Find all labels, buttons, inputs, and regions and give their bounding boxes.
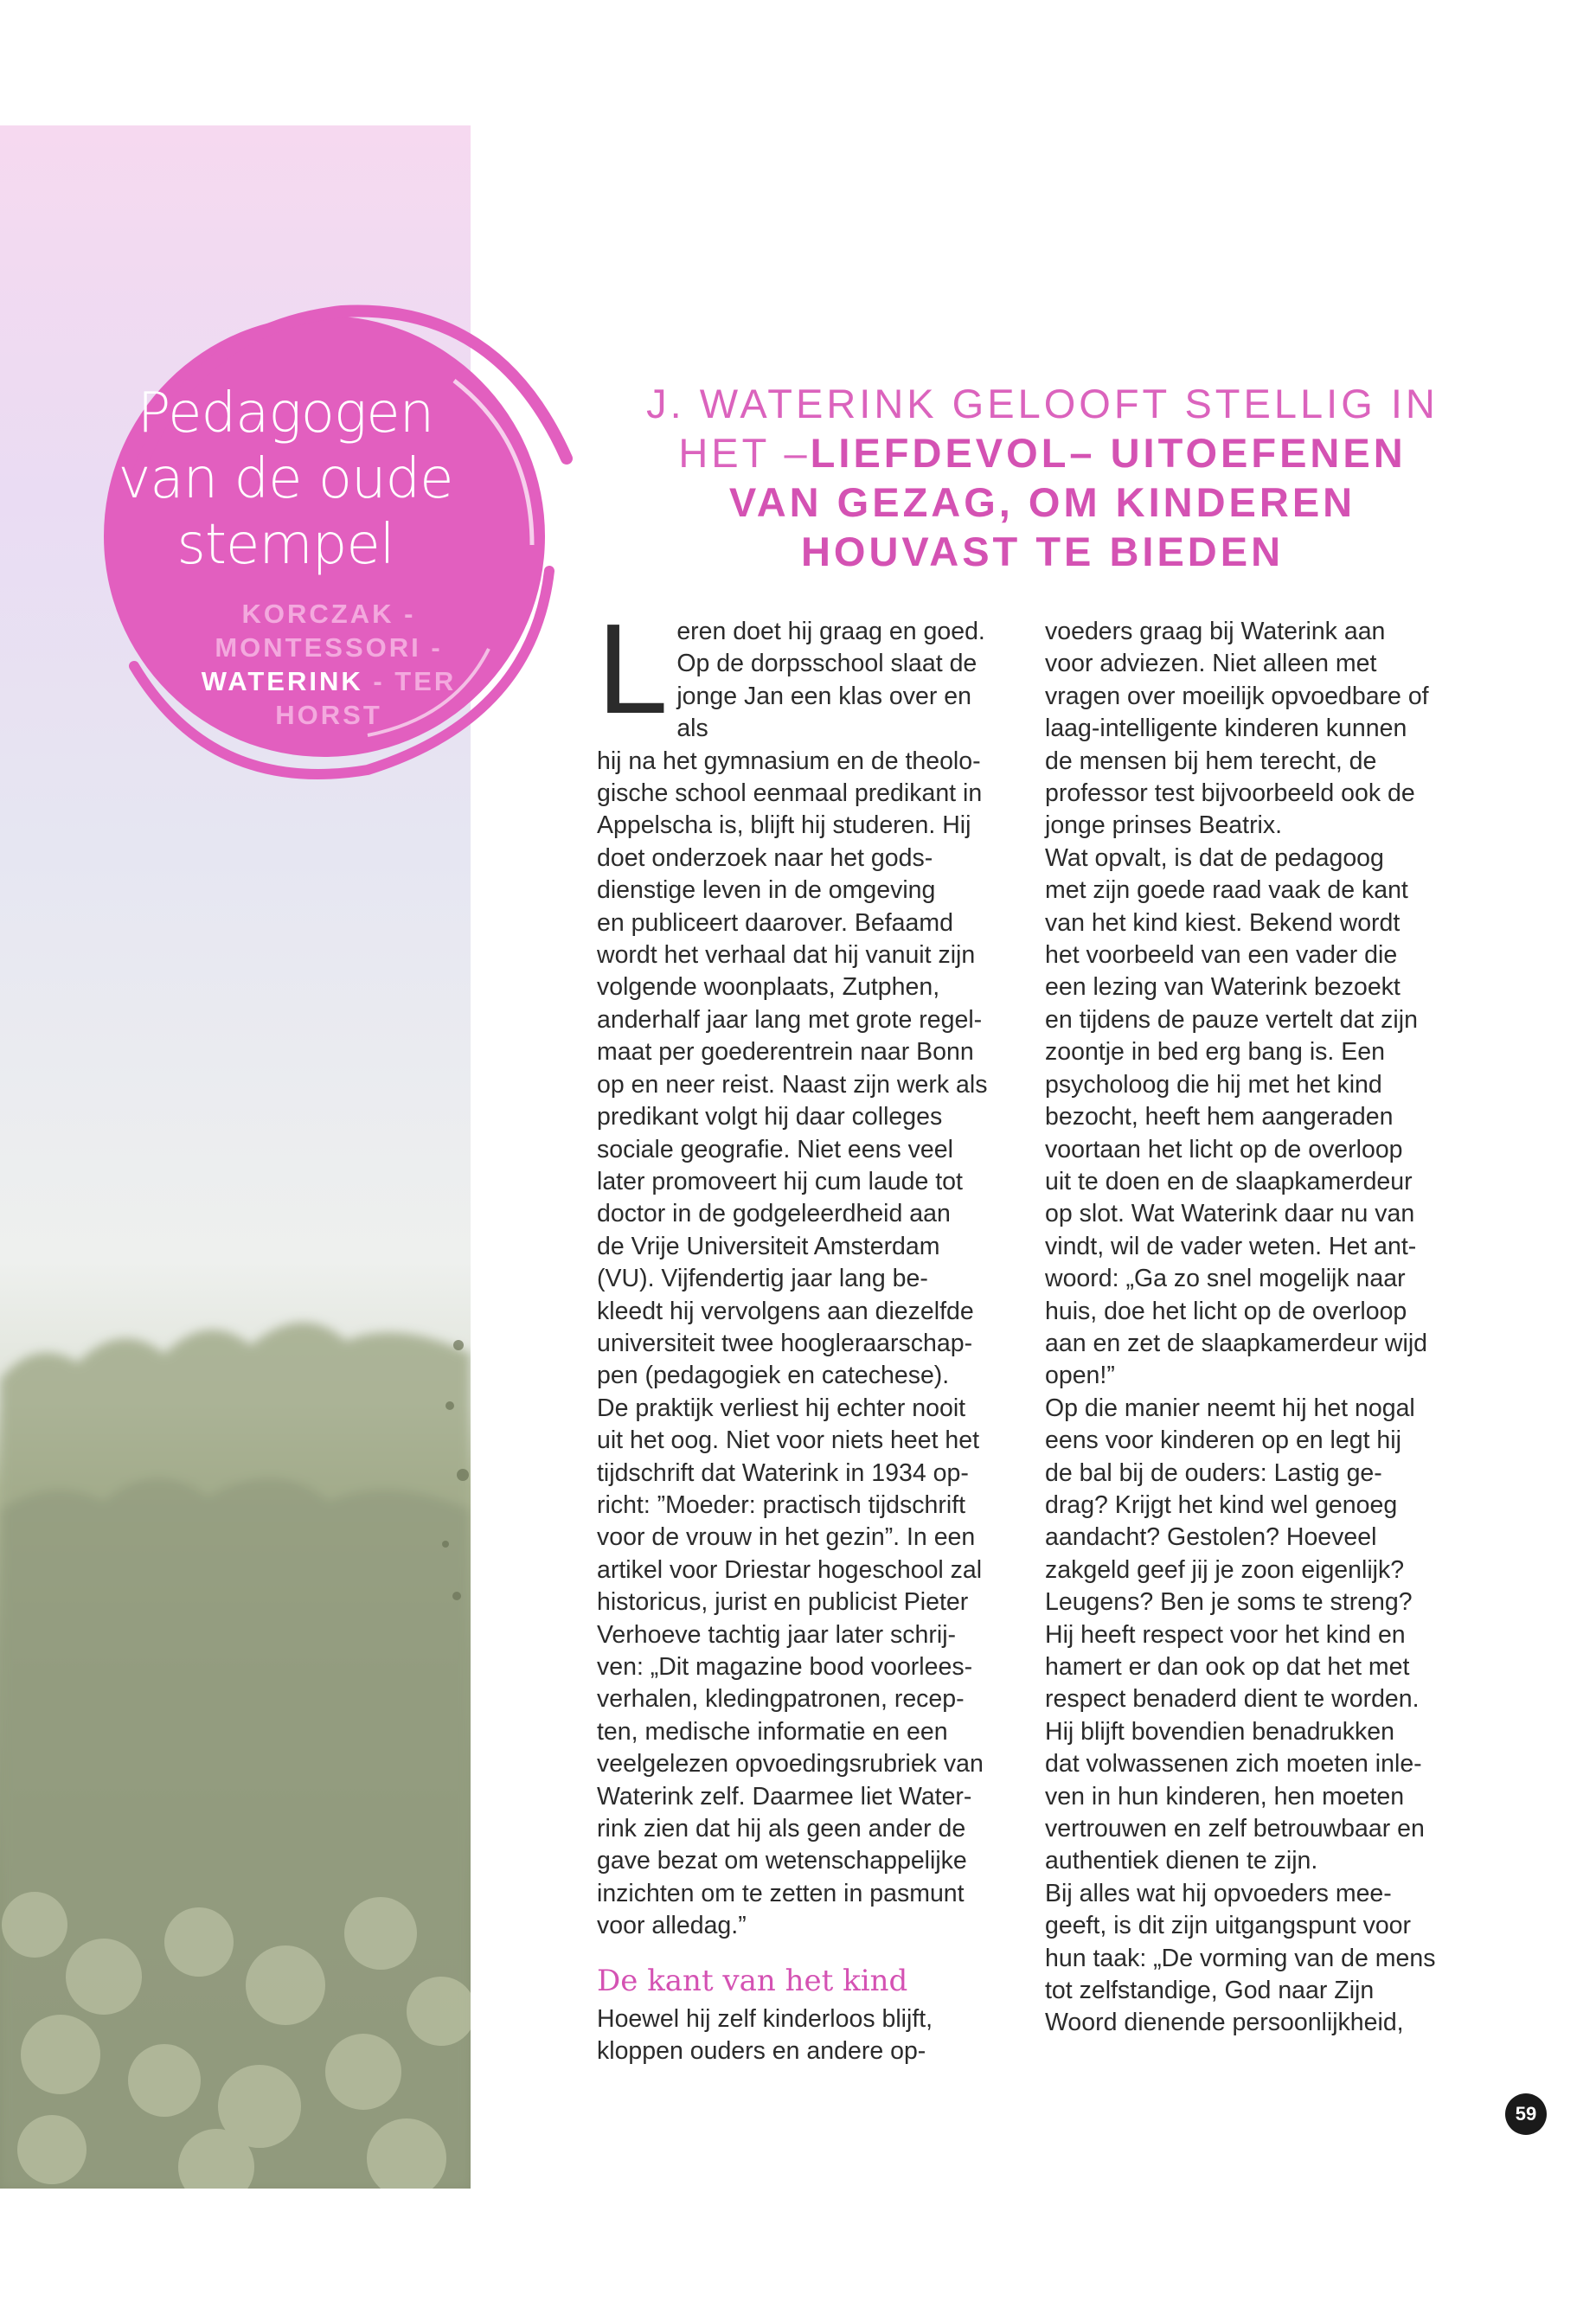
series-line — [164, 664, 493, 698]
headline-light: HET – — [678, 430, 811, 476]
section-title-line: Pedagogen — [137, 381, 434, 445]
headline-line — [610, 428, 1475, 478]
series-tail: - TER — [362, 666, 457, 696]
article-paragraph: Hoewel hij zelf kinderloos blijft, kloppen ouders en andere op- — [597, 2004, 933, 2066]
article-subheading: De kant van het kind — [597, 1963, 908, 1998]
article-column-right — [1045, 616, 1447, 2040]
drop-cap: L — [597, 598, 669, 740]
headline-line: VAN GEZAG, OM KINDEREN — [728, 479, 1356, 525]
section-title — [87, 381, 484, 578]
headline-line: J. WATERINK GELOOFT STELLIG IN — [646, 381, 1439, 426]
headline-line: HOUVAST TE BIEDEN — [800, 529, 1285, 574]
series-line: MONTESSORI - — [215, 632, 443, 663]
series-line: HORST — [275, 700, 382, 730]
article-paragraph: voeders graag bij Waterink aan voor adviezen. Niet alleen met vragen over moeilijk opvoedbare of laag-intelligente kinderen kunnen de mensen bij hem terecht, de professor test bijvoorbeeld ook de jonge prinses Beatrix. Wat opvalt, is dat de pedagoog met zijn goede raad vaak de kant van het kind kiest. Bekend wordt het voorbeeld van een vader die een lezing van Waterink bezoekt en tijdens de pauze vertelt dat zijn zoontje in bed erg bang is. Een psycholoog die hij met het kind bezocht, heeft hem aangeraden voortaan het licht op de overloop uit te doen en de slaapkamerdeur op slot. Wat Waterink daar nu van vindt, wil de vader weten. Het ant- woord: „Ga zo snel mogelijk naar huis, doe het licht op de overloop aan en zet de slaapkamerdeur wijd open!” Op die manier neemt hij het nogal eens voor kinderen op en legt hij de bal bij de ouders: Lastig ge- drag? Krijgt het kind wel genoeg aandacht? Gestolen? Hoeveel zakgeld geef jij je zoon eigenlijk? Leugens? Ben je soms te streng? Hij heeft respect voor het kind en hamert er dan ook op dat het met respect benaderd dient te worden. Hij blijft bovendien benadrukken dat volwassenen zich moeten inle- ven in hun kinderen, hen moeten vertrouwen en zelf betrouwbaar en authentiek dienen te zijn. Bij alles wat hij opvoeders mee- geeft, is dit zijn uitgangspunt voor hun taak: „De vorming van de mens tot zelfstandige, God naar Zijn Woord dienende persoonlijkheid, — [1045, 618, 1436, 2037]
headline-bold: LIEFDEVOL– UITOEFENEN — [810, 430, 1407, 476]
section-title-line: stempel — [176, 513, 394, 577]
article-paragraph: eren doet hij graag en goed. Op de dorpsschool slaat de jonge Jan een klas over en als hij na het gymnasium en de theolo- gische school eenmaal predikant in Appelscha is, blijft hij studeren. Hij doet onderzoek naar het gods- dienstige leven in de omgeving en publiceert daarover. Befaamd wordt het verhaal dat hij vanuit zijn volgende woonplaats, Zutphen, anderhalf jaar lang met grote regel- maat per goederentrein naar Bonn op en neer reist. Naast zijn werk als predikant volgt hij daar colleges sociale geografie. Niet eens veel later promoveert hij cum laude tot doctor in de godgeleerdheid aan de Vrije Universiteit Amsterdam (VU). Vijfendertig jaar lang be- kleedt hij vervolgens aan diezelfde universiteit twee hoogleraarschap- pen (pedagogiek en catechese). De praktijk verliest hij echter nooit uit het oog. Niet voor niets heet het tijdschrift dat Waterink in 1934 op- richt: ”Moeder: practisch tijdschrift voor de vrouw in het gezin”. In een artikel voor Driestar hogeschool zal historicus, jurist en publicist Pieter Verhoeve tachtig jaar later schrij- ven: „Dit magazine bood voorlees- verhalen, kledingpatronen, recep- ten, medische informatie en een veelgelezen opvoedingsrubriek van Waterink zelf. Daarmee liet Water- rink zien dat hij als geen ander de gave bezat om wetenschappelijke inzichten om te zetten in pasmunt voor alledag.” — [597, 618, 988, 1940]
headline-quote — [610, 379, 1475, 576]
series-line: KORCZAK - — [241, 599, 416, 629]
page-number: 59 — [1505, 2093, 1547, 2135]
section-title-line: van de oude — [118, 447, 453, 511]
article-column-left — [597, 598, 999, 2067]
series-list — [164, 597, 493, 732]
series-highlight: WATERINK — [201, 666, 363, 696]
